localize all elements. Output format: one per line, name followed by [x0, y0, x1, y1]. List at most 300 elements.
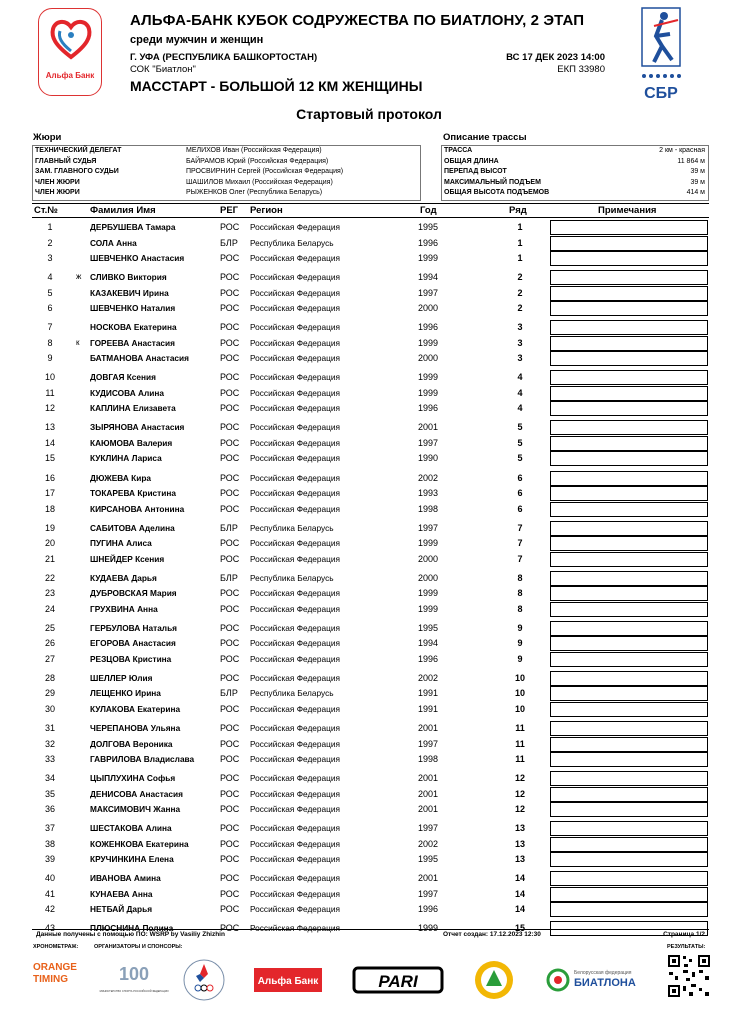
athlete-row-rank: 14	[514, 873, 525, 884]
athlete-row-rank: 1	[517, 222, 523, 232]
table-row	[32, 752, 709, 767]
athlete-name: ЧЕРЕПАНОВА Ульяна	[90, 723, 181, 733]
table-row	[32, 320, 709, 335]
athlete-name: КАЮМОВА Валерия	[90, 437, 173, 448]
table-row	[32, 270, 709, 285]
notes-box[interactable]	[550, 521, 708, 536]
start-number: 7	[47, 322, 53, 333]
table-row	[32, 521, 709, 536]
start-number: 12	[44, 403, 55, 414]
olympic-committee-logo	[182, 956, 226, 1004]
orange-timing-logo: ORANGE TIMING	[33, 962, 77, 985]
athlete-reg-code: РОС	[220, 488, 240, 498]
athlete-region: Республика Беларусь	[250, 237, 334, 248]
athlete-year: 2002	[417, 472, 439, 483]
start-number: 11	[45, 387, 55, 398]
start-number: 8	[47, 337, 53, 348]
start-number: 17	[44, 488, 55, 498]
athlete-reg-code: РОС	[220, 287, 240, 298]
notes-box[interactable]	[550, 370, 708, 385]
athlete-row-rank: 6	[517, 503, 523, 514]
athlete-reg-code: БЛР	[220, 688, 238, 699]
alfa-bank-cup-logo	[38, 8, 102, 96]
athlete-region: Российская Федерация	[250, 553, 341, 564]
page-number: Страница 1/2	[663, 931, 705, 938]
athlete-row-rank: 10	[514, 672, 525, 683]
start-number: 43	[44, 923, 55, 934]
notes-box[interactable]	[550, 621, 708, 636]
athlete-reg-code: РОС	[220, 538, 240, 549]
event-code: ЕКП 33980	[557, 64, 605, 75]
athlete-reg-code: РОС	[220, 272, 240, 283]
athlete-row-rank: 2	[517, 303, 523, 314]
athlete-reg-code: РОС	[220, 873, 240, 884]
athlete-row-rank: 7	[517, 553, 523, 564]
jury-heading: Жюри	[33, 132, 62, 143]
notes-box[interactable]	[550, 502, 708, 517]
athlete-reg-code: РОС	[220, 253, 240, 263]
athlete-name: КРУЧИНКИНА Елена	[90, 854, 174, 865]
start-number: 4	[47, 272, 53, 283]
athlete-year: 1997	[417, 823, 439, 834]
event-date: ВС 17 ДЕК 2023 14:00	[506, 52, 605, 63]
athlete-reg-code: РОС	[220, 923, 240, 934]
start-number: 15	[44, 453, 55, 464]
timing-label: ХРОНОМЕТРАЖ:	[33, 944, 79, 950]
ministry-100-logo	[99, 956, 169, 1004]
table-row	[32, 236, 709, 251]
table-row	[32, 401, 709, 416]
athlete-region: Российская Федерация	[250, 888, 341, 899]
table-row	[32, 552, 709, 567]
athlete-year: 1997	[417, 888, 439, 899]
athlete-reg-code: РОС	[220, 387, 240, 398]
notes-box[interactable]	[550, 887, 708, 902]
athlete-region: Российская Федерация	[250, 503, 341, 514]
course-heading: Описание трассы	[443, 132, 527, 143]
table-row	[32, 336, 709, 351]
athlete-row-rank: 6	[517, 488, 523, 498]
notes-box[interactable]	[550, 652, 708, 667]
svg-text:100: 100	[118, 964, 150, 984]
table-header	[32, 203, 709, 218]
athlete-name: ГАВРИЛОВА Владислава	[90, 754, 195, 764]
event-venue: СОК "Биатлон"	[130, 64, 196, 75]
athlete-reg-code: РОС	[220, 337, 240, 348]
athlete-year: 2001	[417, 773, 439, 784]
notes-box[interactable]	[550, 451, 708, 466]
athlete-year: 2001	[417, 788, 439, 799]
start-number: 21	[44, 553, 55, 564]
start-number: 41	[44, 888, 55, 899]
athlete-row-rank: 12	[514, 773, 525, 784]
athlete-row-rank: 4	[517, 403, 523, 414]
athlete-reg-code: РОС	[220, 222, 240, 232]
notes-box[interactable]	[550, 536, 708, 551]
athlete-row-rank: 3	[517, 322, 523, 333]
notes-box[interactable]	[550, 902, 708, 917]
course-row: ОБЩАЯ ДЛИНА 11 864 м	[444, 157, 705, 165]
athlete-row-rank: 10	[514, 688, 525, 699]
athlete-row-rank: 3	[517, 337, 523, 348]
col-reg-header: РЕГ	[220, 205, 239, 216]
notes-box[interactable]	[550, 771, 708, 786]
athlete-name: ИВАНОВА Амина	[90, 873, 161, 884]
start-number: 33	[44, 754, 55, 764]
athlete-row-rank: 12	[514, 788, 525, 799]
athlete-region: Российская Федерация	[250, 603, 341, 614]
athlete-reg-code: РОС	[220, 854, 240, 865]
athlete-year: 1999	[417, 253, 439, 263]
athlete-region: Российская Федерация	[250, 672, 341, 683]
athlete-row-rank: 1	[517, 253, 523, 263]
start-number: 23	[44, 588, 55, 599]
start-number: 13	[44, 422, 55, 433]
start-number: 29	[44, 688, 55, 699]
athlete-reg-code: РОС	[220, 672, 240, 683]
notes-box[interactable]	[550, 436, 708, 451]
athlete-year: 1998	[417, 754, 439, 764]
notes-box[interactable]	[550, 552, 708, 567]
athlete-reg-code: РОС	[220, 353, 240, 364]
athlete-reg-code: РОС	[220, 553, 240, 564]
notes-box[interactable]	[550, 721, 708, 736]
athlete-reg-code: РОС	[220, 588, 240, 599]
athlete-row-rank: 11	[515, 754, 525, 764]
notes-box[interactable]	[550, 286, 708, 301]
athlete-region: Республика Беларусь	[250, 522, 334, 533]
athlete-region: Российская Федерация	[250, 823, 341, 834]
sbr-logo-text: СБР	[644, 85, 678, 102]
notes-box[interactable]	[550, 251, 708, 266]
table-row	[32, 636, 709, 651]
athlete-region: Российская Федерация	[250, 453, 341, 464]
data-source-text: Данные получены с помощью ПО: WSRP by Vasiliy Zhizhin	[36, 931, 225, 938]
table-row	[32, 502, 709, 517]
notes-box[interactable]	[550, 386, 708, 401]
athlete-year: 1999	[417, 337, 439, 348]
notes-box[interactable]	[550, 686, 708, 701]
athlete-region: Российская Федерация	[250, 387, 341, 398]
athlete-year: 1996	[417, 403, 439, 414]
athlete-reg-code: БЛР	[220, 522, 238, 533]
athlete-year: 1994	[417, 638, 439, 649]
notes-box[interactable]	[550, 787, 708, 802]
notes-box[interactable]	[550, 871, 708, 886]
athlete-reg-code: РОС	[220, 422, 240, 433]
col-rank-header: Ряд	[509, 205, 527, 216]
athlete-name: ДУБРОВСКАЯ Мария	[90, 588, 177, 599]
table-row	[32, 771, 709, 786]
athlete-region: Российская Федерация	[250, 754, 341, 764]
organizers-label: ОРГАНИЗАТОРЫ И СПОНСОРЫ:	[94, 944, 183, 950]
athlete-row-rank: 13	[514, 838, 525, 849]
notes-box[interactable]	[550, 571, 708, 586]
event-title: АЛЬФА-БАНК КУБОК СОДРУЖЕСТВА ПО БИАТЛОНУ, 2 ЭТАП	[130, 12, 585, 29]
athlete-year: 1995	[417, 854, 439, 865]
start-number: 26	[44, 638, 55, 649]
notes-box[interactable]	[550, 636, 708, 651]
notes-box[interactable]	[550, 752, 708, 767]
start-number: 36	[44, 804, 55, 815]
athlete-row-rank: 8	[517, 588, 523, 599]
course-row: ПЕРЕПАД ВЫСОТ 39 м	[444, 168, 705, 176]
athlete-region: Российская Федерация	[250, 723, 341, 733]
table-row	[32, 702, 709, 717]
athlete-year: 2001	[417, 723, 439, 733]
start-number: 22	[44, 572, 55, 583]
athlete-region: Российская Федерация	[250, 437, 341, 448]
athlete-reg-code: РОС	[220, 603, 240, 614]
notes-box[interactable]	[550, 486, 708, 501]
table-row	[32, 251, 709, 266]
table-row	[32, 621, 709, 636]
athlete-reg-code: РОС	[220, 754, 240, 764]
athlete-name: БАТМАНОВА Анастасия	[90, 353, 189, 364]
athlete-reg-code: РОС	[220, 437, 240, 448]
athlete-row-rank: 13	[514, 823, 525, 834]
athlete-reg-code: РОС	[220, 804, 240, 815]
table-row	[32, 351, 709, 366]
athlete-year: 2000	[417, 303, 439, 314]
col-name-header: Фамилия Имя	[90, 205, 156, 216]
athlete-region: Российская Федерация	[250, 588, 341, 599]
athlete-region: Российская Федерация	[250, 788, 341, 799]
athlete-name: ГЕРБУЛОВА Наталья	[90, 622, 178, 633]
table-row	[32, 301, 709, 316]
jury-row: ГЛАВНЫЙ СУДЬЯ БАЙРАМОВ Юрий (Российская Федерация)	[35, 157, 329, 165]
table-row	[32, 286, 709, 301]
athlete-row-rank: 11	[515, 723, 525, 733]
table-row	[32, 451, 709, 466]
footer-divider	[32, 929, 709, 930]
athlete-row-rank: 9	[517, 622, 523, 633]
athlete-year: 1999	[417, 923, 439, 934]
athlete-year: 2001	[417, 804, 439, 815]
athlete-region: Российская Федерация	[250, 538, 341, 549]
athlete-reg-code: РОС	[220, 403, 240, 414]
athlete-region: Российская Федерация	[250, 873, 341, 884]
notes-box[interactable]	[550, 802, 708, 817]
athlete-name: ДОЛГОВА Вероника	[90, 738, 173, 749]
notes-box[interactable]	[550, 702, 708, 717]
athlete-mark: к	[76, 337, 80, 347]
athlete-row-rank: 8	[517, 572, 523, 583]
notes-box[interactable]	[550, 420, 708, 435]
athlete-name: ДЮЖЕВА Кира	[90, 472, 152, 483]
col-num-header: Ст.№	[34, 205, 58, 216]
athlete-reg-code: РОС	[220, 638, 240, 649]
start-number: 40	[44, 873, 55, 884]
athlete-name: МАКСИМОВИЧ Жанна	[90, 804, 181, 815]
athlete-year: 1996	[417, 237, 439, 248]
left-logo-text: Альфа Банк	[45, 71, 95, 80]
athlete-region: Российская Федерация	[250, 287, 341, 298]
athlete-row-rank: 2	[517, 287, 523, 298]
athlete-name: ТОКАРЕВА Кристина	[90, 488, 176, 498]
athlete-region: Российская Федерация	[250, 773, 341, 784]
athlete-year: 2000	[417, 572, 439, 583]
athlete-year: 1996	[417, 322, 439, 333]
athlete-name: КИРСАНОВА Антонина	[90, 503, 185, 514]
athlete-year: 1991	[417, 703, 439, 714]
table-row	[32, 370, 709, 385]
course-row: ТРАССА 2 км - красная	[444, 147, 705, 154]
athlete-year: 1995	[417, 622, 439, 633]
notes-box[interactable]	[550, 220, 708, 235]
athlete-region: Российская Федерация	[250, 253, 341, 263]
athlete-reg-code: РОС	[220, 622, 240, 633]
table-row	[32, 471, 709, 486]
athlete-region: Российская Федерация	[250, 222, 341, 232]
athlete-row-rank: 14	[514, 888, 525, 899]
athlete-year: 1996	[417, 904, 439, 915]
athlete-row-rank: 3	[517, 353, 523, 364]
svg-text:Белорусская федерация: Белорусская федерация	[574, 970, 632, 976]
table-row	[32, 852, 709, 867]
notes-box[interactable]	[550, 602, 708, 617]
athlete-region: Российская Федерация	[250, 923, 341, 934]
athlete-name: ЛЕЩЕНКО Ирина	[90, 688, 161, 699]
athlete-year: 1998	[417, 503, 439, 514]
notes-box[interactable]	[550, 471, 708, 486]
athlete-reg-code: РОС	[220, 888, 240, 899]
athlete-reg-code: РОС	[220, 738, 240, 749]
table-row	[32, 652, 709, 667]
table-row	[32, 721, 709, 736]
athlete-name: ШЕВЧЕНКО Наталия	[90, 303, 176, 314]
svg-text:МИНИСТЕРСТВО СПОРТА РОССИЙСКОЙ: МИНИСТЕРСТВО СПОРТА РОССИЙСКОЙ ФЕДЕРАЦИИ	[99, 990, 169, 993]
athlete-year: 1999	[417, 538, 439, 549]
athlete-region: Российская Федерация	[250, 472, 341, 483]
start-number: 16	[44, 472, 55, 483]
athlete-mark: ж	[76, 272, 82, 282]
table-row	[32, 737, 709, 752]
athlete-reg-code: РОС	[220, 904, 240, 915]
athlete-name: КОЖЕНКОВА Екатерина	[90, 838, 189, 849]
course-row: ОБЩАЯ ВЫСОТА ПОДЪЕМОВ 414 м	[444, 189, 705, 197]
athlete-row-rank: 4	[517, 387, 523, 398]
athlete-row-rank: 6	[517, 472, 523, 483]
col-region-header: Регион	[250, 205, 283, 216]
table-row	[32, 887, 709, 902]
athlete-year: 2002	[417, 838, 439, 849]
start-number: 20	[44, 538, 55, 549]
athlete-name: САБИТОВА Аделина	[90, 522, 175, 533]
athlete-year: 2001	[417, 873, 439, 884]
notes-box[interactable]	[550, 301, 708, 316]
notes-box[interactable]	[550, 336, 708, 351]
start-number: 1	[47, 222, 53, 232]
notes-box[interactable]	[550, 586, 708, 601]
athlete-region: Российская Федерация	[250, 303, 341, 314]
athlete-name: КУЛАКОВА Екатерина	[90, 703, 181, 714]
athlete-reg-code: РОС	[220, 653, 240, 664]
jury-row: ЧЛЕН ЖЮРИ ШАШИЛОВ Михаил (Российская Федерация)	[35, 178, 333, 186]
notes-box[interactable]	[550, 671, 708, 686]
athlete-name: КАПЛИНА Елизавета	[90, 403, 176, 414]
athlete-region: Российская Федерация	[250, 353, 341, 364]
start-number: 39	[44, 854, 55, 865]
table-row	[32, 686, 709, 701]
athlete-region: Российская Федерация	[250, 804, 341, 815]
athlete-year: 1994	[417, 272, 439, 283]
notes-box[interactable]	[550, 401, 708, 416]
notes-box[interactable]	[550, 852, 708, 867]
athlete-reg-code: РОС	[220, 322, 240, 333]
athlete-region: Российская Федерация	[250, 272, 341, 283]
athlete-name: ДОВГАЯ Ксения	[90, 372, 156, 383]
athlete-year: 1999	[417, 372, 439, 383]
athlete-reg-code: РОС	[220, 788, 240, 799]
athlete-row-rank: 9	[517, 653, 523, 664]
race-name: МАССТАРТ - БОЛЬШОЙ 12 КМ ЖЕНЩИНЫ	[130, 78, 423, 94]
start-number: 38	[44, 838, 55, 849]
start-number: 25	[44, 622, 55, 633]
athlete-region: Российская Федерация	[250, 638, 341, 649]
notes-box[interactable]	[550, 837, 708, 852]
athlete-row-rank: 9	[517, 638, 523, 649]
athlete-region: Российская Федерация	[250, 838, 341, 849]
notes-box[interactable]	[550, 821, 708, 836]
svg-text:PARI: PARI	[378, 972, 418, 991]
athlete-year: 1996	[417, 653, 439, 664]
athlete-name: СОЛА Анна	[90, 237, 137, 248]
athlete-name: ШЕВЧЕНКО Анастасия	[90, 253, 185, 263]
table-row	[32, 821, 709, 836]
table-row	[32, 220, 709, 235]
athlete-region: Российская Федерация	[250, 854, 341, 865]
start-number: 6	[47, 303, 53, 314]
athlete-name: НЕТБАЙ Дарья	[90, 904, 153, 915]
athlete-reg-code: РОС	[220, 472, 240, 483]
athlete-row-rank: 5	[517, 422, 523, 433]
results-label: РЕЗУЛЬТАТЫ:	[667, 944, 706, 950]
protocol-title: Стартовый протокол	[296, 106, 442, 122]
athlete-name: НОСКОВА Екатерина	[90, 322, 177, 333]
jury-row: ЗАМ. ГЛАВНОГО СУДЬИ ПРОСВИРНИН Сергей (Российская Федерация)	[35, 168, 344, 176]
table-row	[32, 902, 709, 917]
athlete-name: ПУГИНА Алиса	[90, 538, 152, 549]
athlete-region: Российская Федерация	[250, 904, 341, 915]
athlete-year: 1997	[417, 738, 439, 749]
notes-box[interactable]	[550, 351, 708, 366]
athlete-name: ДЕРБУШЕВА Тамара	[90, 222, 176, 232]
athlete-year: 2000	[417, 553, 439, 564]
table-row	[32, 802, 709, 817]
start-number: 24	[44, 603, 55, 614]
athlete-row-rank: 2	[517, 272, 523, 283]
athlete-name: ШНЕЙДЕР Ксения	[90, 553, 165, 564]
notes-box[interactable]	[550, 320, 708, 335]
notes-box[interactable]	[550, 236, 708, 251]
athlete-year: 1990	[417, 453, 439, 464]
athlete-region: Российская Федерация	[250, 337, 341, 348]
notes-box[interactable]	[550, 737, 708, 752]
table-row	[32, 787, 709, 802]
notes-box[interactable]	[550, 270, 708, 285]
sbr-logo	[634, 6, 688, 102]
athlete-name: ГОРЕЕВА Анастасия	[90, 337, 175, 348]
athlete-region: Российская Федерация	[250, 422, 341, 433]
athlete-reg-code: РОС	[220, 453, 240, 464]
start-number: 19	[44, 522, 55, 533]
start-number: 18	[44, 503, 55, 514]
athlete-region: Российская Федерация	[250, 703, 341, 714]
jury-row: ТЕХНИЧЕСКИЙ ДЕЛЕГАТ МЕЛИХОВ Иван (Российская Федерация)	[35, 147, 322, 154]
results-qr-code[interactable]	[667, 954, 711, 998]
table-row	[32, 571, 709, 586]
